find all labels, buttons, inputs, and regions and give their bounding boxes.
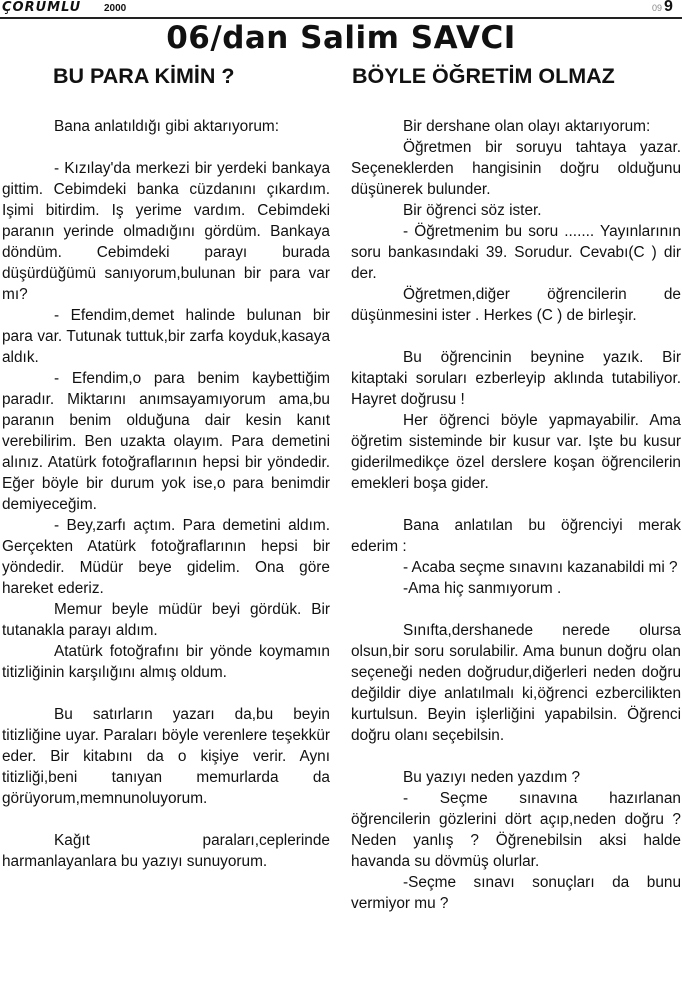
paragraph: Sınıfta,dershanede nerede olursa olsun,bir soru sorulabilir. Ama bunun doğru olan seçeneği neden doğrudur,diğerleri neden doğru değildir diye anlatılmalı ki,öğrenci ezbercilikten kurtulsun. Beyin işlerliğini yapabilsin. Öğrenci doğru olanı seçebilsin. — [351, 622, 681, 744]
paragraph-gap — [351, 746, 681, 767]
paragraph: Öğretmen bir soruyu tahtaya yazar. Seçeneklerden hangisinin doğru olduğunu düşünerek bulunder. — [351, 139, 681, 198]
article-body-right — [351, 116, 681, 914]
paragraph-gap — [2, 137, 330, 158]
header-rule — [0, 17, 682, 19]
paragraph-gap — [351, 494, 681, 515]
paragraph-gap — [351, 599, 681, 620]
paragraph: Memur beyle müdür beyi gördük. Bir tutanakla parayı aldım. — [2, 601, 330, 639]
paragraph: - Kızılay'da merkezi bir yerdeki bankaya gittim. Cebimdeki banka cüzdanını çıkardım. Işimi bitirdim. Iş yerime vardım. Cebimdeki paranın yerinde olmadığını gördüm. Bankaya döndüm. Cebimdeki parayı burada düşürdüğümü sanıyorum,bulunan bir para var mı? — [2, 160, 330, 303]
paragraph: Öğretmen,diğer öğrencilerin de düşünmesini ister . Herkes (C ) de birleşir. — [351, 286, 681, 324]
paragraph: - Öğretmenim bu soru ....... Yayınlarının soru bankasındaki 39. Sorudur. Cevabı(C ) dir der. — [351, 223, 681, 282]
paragraph: - Seçme sınavına hazırlanan öğrencilerin gözlerini dört açıp,neden doğru ? Neden yanlış ? Öğrenebilsin aksi halde havanda su dövmüş olurlar. — [351, 790, 681, 870]
article-title-left: BU PARA KİMİN ? — [53, 64, 235, 88]
author-byline: 06/dan Salim SAVCI — [166, 20, 516, 56]
paragraph: Kağıt paraları,ceplerinde harmanlayanlara bu yazıyı sunuyorum. — [2, 832, 330, 870]
paragraph: Bana anlatıldığı gibi aktarıyorum: — [54, 118, 279, 135]
paragraph: - Efendim,demet halinde bulunan bir para var. Tutunak tuttuk,bir zarfa koyduk,kasaya aldık. — [2, 307, 330, 366]
header-year: 2000 — [104, 3, 127, 14]
paragraph: - Bey,zarfı açtım. Para demetini aldım. Gerçekten Atatürk fotoğraflarının hepsi bir yöndedir. Müdür beye gidelim. Ona göre hareket ederiz. — [2, 517, 330, 597]
paragraph: Atatürk fotoğrafını bir yönde koymamın titizliğinin karşılığını almış oldum. — [2, 643, 330, 681]
paragraph: Bana anlatılan bu öğrenciyi merak ederim : — [351, 517, 681, 555]
paragraph: Bu öğrencinin beynine yazık. Bir kitaptaki soruları ezberleyip aklında tutabiliyor. Hayret doğrusu ! — [351, 349, 681, 408]
article-title-right: BÖYLE ÖĞRETİM OLMAZ — [352, 64, 615, 88]
paragraph: - Efendim,o para benim kaybettiğim paradır. Miktarını anımsayamıyorum ama,bu paranın benim olduğuna dair kesin kanıt verebilirim. Ben uzakta olayım. Para demetini alınız. Atatürk fotoğraflarının hepsi bir yöndedir. Eğer böyle bir durum yok ise,o para benimdir demiyeceğim. — [2, 370, 330, 513]
paragraph: Bu yazıyı neden yazdım ? — [403, 769, 581, 786]
paragraph: Bu satırların yazarı da,bu beyin titizliğine uyar. Paraları böyle verenlere teşekkür eder. Bir kitabını da o kişiye verir. Aynı titizliği,beni tanıyan memurlarda da görüyorum,memnunoluyorum. — [2, 706, 330, 807]
paragraph-gap — [351, 326, 681, 347]
paragraph-gap — [2, 683, 330, 704]
page-header — [0, 0, 682, 20]
paragraph: - Acaba seçme sınavını kazanabildi mi ? — [403, 559, 678, 576]
paragraph: Bir dershane olan olayı aktarıyorum: — [403, 118, 651, 135]
paragraph: Her öğrenci böyle yapmayabilir. Ama öğretim sisteminde bir kusur var. Işte bu kusur giderilmedikçe özel derslere koşan öğrencilerin emekleri boşa gider. — [351, 412, 681, 492]
page-number: 9 — [664, 0, 673, 15]
newspaper-logo: ÇORUMLU — [2, 0, 82, 15]
paragraph: -Seçme sınavı sonuçları da bunu vermiyor mu ? — [351, 874, 681, 912]
paragraph: -Ama hiç sanmıyorum . — [403, 580, 562, 597]
article-body-left — [2, 116, 330, 872]
paragraph: Bir öğrenci söz ister. — [403, 202, 542, 219]
page-number-small: 09 — [652, 3, 663, 13]
paragraph-gap — [2, 809, 330, 830]
